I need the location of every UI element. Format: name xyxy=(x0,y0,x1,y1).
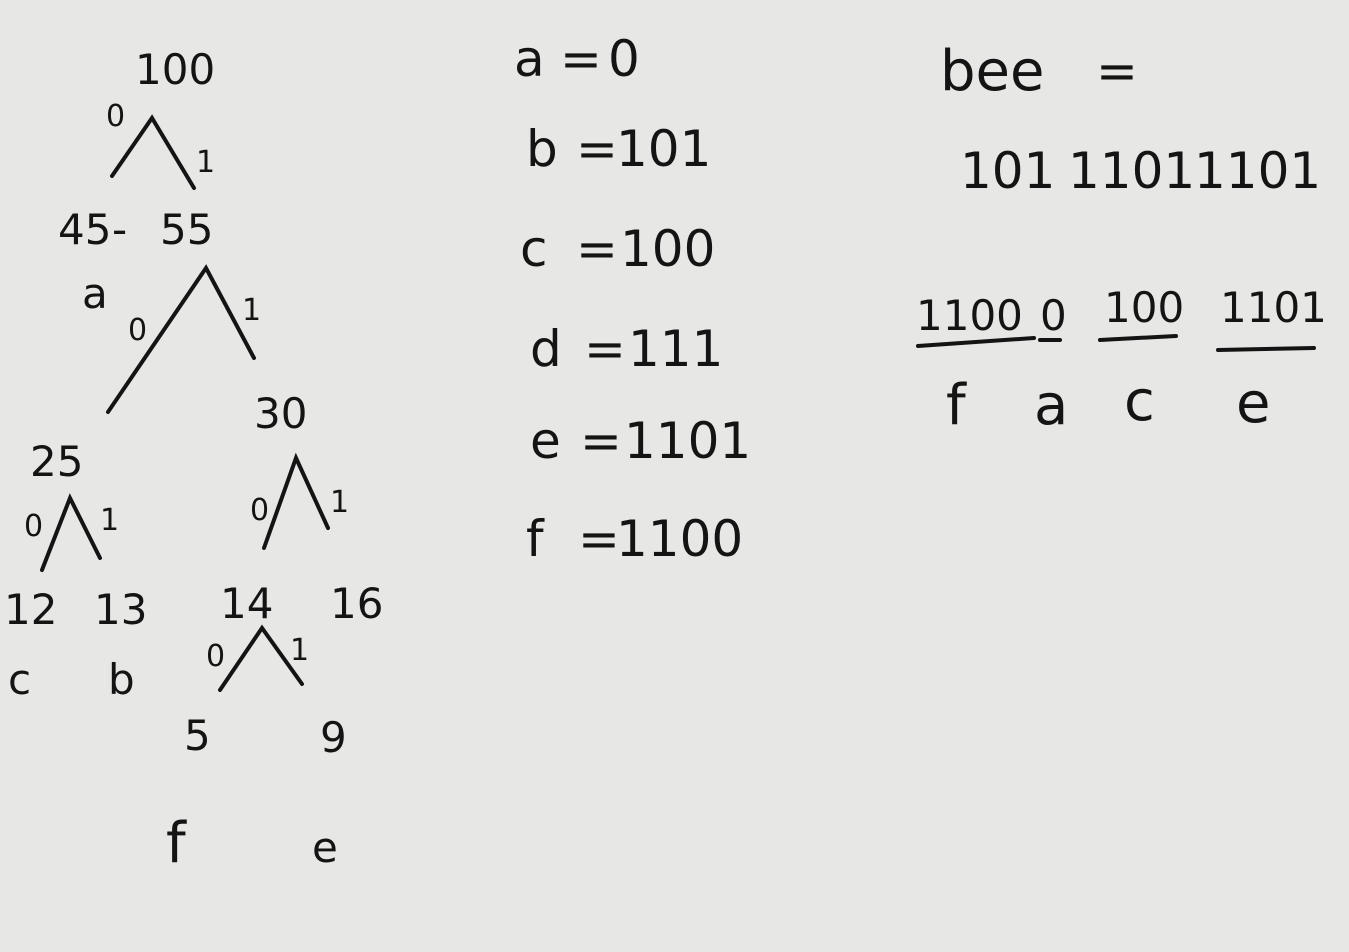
tree-node-30: 30 xyxy=(254,389,308,438)
code-equals: = xyxy=(560,30,602,88)
tree-node-14: 14 xyxy=(220,579,274,628)
decode-bits: 1100 xyxy=(916,291,1023,340)
decode-bits: 1101 xyxy=(1220,283,1327,332)
edge-label-one: 1 xyxy=(330,485,350,520)
code-value: 101 xyxy=(616,120,712,178)
edge-label-zero: 0 xyxy=(106,99,126,134)
code-value: 100 xyxy=(620,220,716,278)
code-value: 1100 xyxy=(616,510,744,568)
decode-bits: 0 xyxy=(1040,291,1067,340)
tree-node-13: 13 xyxy=(94,585,148,634)
code-equals: = xyxy=(584,320,626,378)
code-letter: c xyxy=(520,220,548,278)
decode-letter: e xyxy=(1236,371,1271,436)
code-row-d xyxy=(530,320,723,378)
code-letter: b xyxy=(526,120,558,178)
encode-bits-e1: 1101 xyxy=(1068,142,1196,200)
tree-node-16: 16 xyxy=(330,579,384,628)
decode-group-e xyxy=(1218,283,1327,436)
code-letter: a xyxy=(514,30,545,88)
code-letter: f xyxy=(526,510,544,568)
decode-group-c xyxy=(1100,283,1184,434)
encode-bits-e2: 1101 xyxy=(1194,142,1322,200)
tree-node-25: 25 xyxy=(30,437,84,486)
decode-letter: a xyxy=(1034,373,1069,438)
edge-label-zero: 0 xyxy=(128,313,148,348)
encode-example xyxy=(940,39,1321,200)
code-row-c xyxy=(520,220,715,278)
edge-label-zero: 0 xyxy=(24,509,44,544)
tree-node-45: 45 xyxy=(58,205,112,254)
encode-word: bee xyxy=(940,39,1045,104)
code-equals: = xyxy=(576,220,618,278)
code-equals: = xyxy=(576,120,618,178)
tree-leaf-letter-e: e xyxy=(312,823,338,872)
edge-label-one: 1 xyxy=(290,633,310,668)
decode-underline xyxy=(1218,348,1314,350)
tree-node-5: 5 xyxy=(184,711,211,760)
tree-leaf-letter-f: f xyxy=(166,811,186,876)
tree-node-9: 9 xyxy=(320,713,347,762)
code-row-a xyxy=(514,30,640,88)
tree-leaf-letter-a: a xyxy=(82,269,108,318)
node-25-branch xyxy=(42,498,100,570)
tree-leaf-letter-b: b xyxy=(108,655,135,704)
code-equals: = xyxy=(580,412,622,470)
tree-node-12: 12 xyxy=(4,585,58,634)
code-equals: = xyxy=(578,510,620,568)
huffman-tree xyxy=(4,45,383,876)
edge-label-one: 1 xyxy=(242,293,262,328)
encode-equals: = xyxy=(1096,42,1138,100)
edge-label-one: 1 xyxy=(196,145,216,180)
code-value: 1101 xyxy=(624,412,752,470)
code-row-f xyxy=(526,510,743,568)
decode-example xyxy=(916,283,1327,438)
code-value: 0 xyxy=(608,30,640,88)
code-letter: e xyxy=(530,412,561,470)
edge-label-zero: 0 xyxy=(206,639,226,674)
code-letter: d xyxy=(530,320,562,378)
code-value: 111 xyxy=(628,320,724,378)
decode-group-f xyxy=(916,291,1034,438)
decode-bits: 100 xyxy=(1104,283,1185,332)
decode-letter: c xyxy=(1124,369,1155,434)
tree-leaf-letter-c: c xyxy=(8,655,32,704)
code-row-e xyxy=(530,412,751,470)
node-30-branch xyxy=(264,458,328,548)
edge-label-zero: 0 xyxy=(250,493,270,528)
decode-underline xyxy=(1100,336,1176,340)
tree-dash: - xyxy=(112,205,128,254)
encode-bits-b: 101 xyxy=(960,142,1056,200)
tree-root-value: 100 xyxy=(135,45,216,94)
decode-group-a xyxy=(1034,291,1068,438)
tree-node-55: 55 xyxy=(160,205,214,254)
edge-label-one: 1 xyxy=(100,503,120,538)
code-row-b xyxy=(526,120,711,178)
code-table xyxy=(514,30,751,568)
decode-letter: f xyxy=(946,373,966,438)
